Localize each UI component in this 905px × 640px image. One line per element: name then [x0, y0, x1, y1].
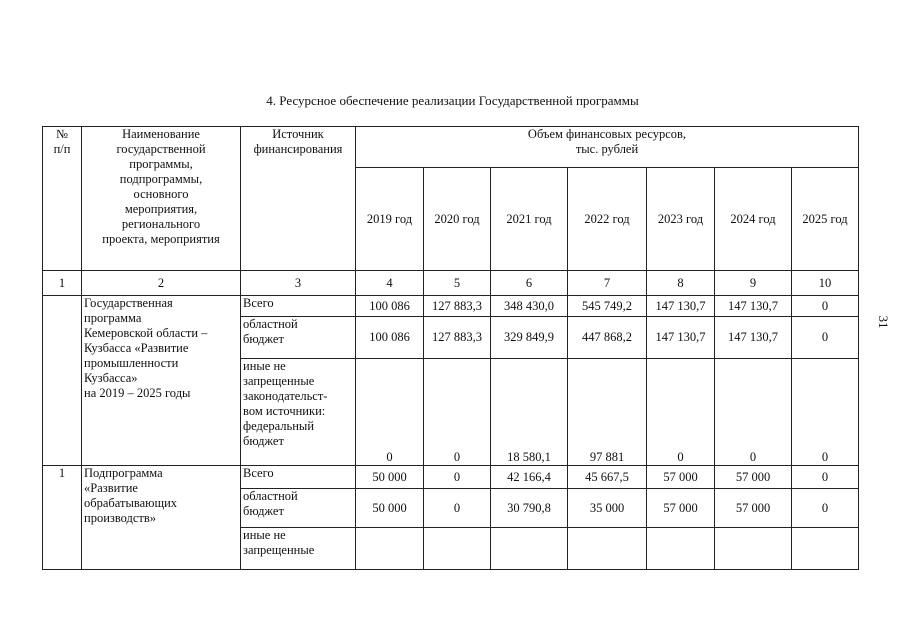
table-row — [43, 466, 859, 489]
value-cell: 348 430,0 — [491, 296, 568, 317]
value-cell: 42 166,4 — [491, 466, 568, 489]
header-year: 2019 год — [356, 168, 424, 271]
value-cell: 18 580,1 — [491, 359, 568, 466]
column-number: 4 — [356, 271, 424, 296]
value-cell: 0 — [647, 359, 715, 466]
funding-source: Всего — [241, 296, 356, 317]
value-cell: 57 000 — [647, 489, 715, 528]
value-cell: 0 — [792, 317, 859, 359]
header-source: Источник финансирования — [241, 127, 356, 271]
header-row — [43, 127, 859, 168]
header-year: 2025 год — [792, 168, 859, 271]
header-year: 2021 год — [491, 168, 568, 271]
value-cell: 50 000 — [356, 489, 424, 528]
funding-source: областной бюджет — [241, 317, 356, 359]
value-cell — [792, 528, 859, 570]
funding-source: областной бюджет — [241, 489, 356, 528]
column-number: 3 — [241, 271, 356, 296]
value-cell: 0 — [792, 489, 859, 528]
column-number: 1 — [43, 271, 82, 296]
program-name: Подпрограмма «Развитие обрабатывающих производств» — [82, 466, 241, 570]
header-name: Наименование государственной программы, подпрограммы, основного мероприятия, регионального проекта, мероприятия — [82, 127, 241, 271]
section-title: 4. Ресурсное обеспечение реализации Государственной программы — [266, 93, 639, 108]
value-cell: 147 130,7 — [647, 317, 715, 359]
value-cell: 147 130,7 — [715, 317, 792, 359]
column-number: 10 — [792, 271, 859, 296]
funding-source: иные не запрещенные — [241, 528, 356, 570]
value-cell — [647, 528, 715, 570]
row-number: 1 — [43, 466, 82, 570]
value-cell: 0 — [424, 466, 491, 489]
header-year: 2022 год — [568, 168, 647, 271]
column-number: 5 — [424, 271, 491, 296]
value-cell: 545 749,2 — [568, 296, 647, 317]
value-cell — [356, 528, 424, 570]
value-cell — [715, 528, 792, 570]
row-number — [43, 296, 82, 466]
value-cell: 30 790,8 — [491, 489, 568, 528]
value-cell: 147 130,7 — [715, 296, 792, 317]
value-cell: 97 881 — [568, 359, 647, 466]
header-volume: Объем финансовых ресурсов, тыс. рублей — [356, 127, 859, 168]
column-numbers-row — [43, 271, 859, 296]
program-name: Государственная программа Кемеровской области – Кузбасса «Развитие промышленности Кузбасса» на 2019 – 2025 годы — [82, 296, 241, 466]
value-cell: 57 000 — [647, 466, 715, 489]
column-number: 9 — [715, 271, 792, 296]
header-no: № п/п — [43, 127, 82, 271]
value-cell: 35 000 — [568, 489, 647, 528]
value-cell: 0 — [715, 359, 792, 466]
value-cell — [424, 528, 491, 570]
value-cell: 0 — [424, 359, 491, 466]
value-cell — [568, 528, 647, 570]
value-cell: 100 086 — [356, 296, 424, 317]
header-year: 2020 год — [424, 168, 491, 271]
funding-source: Всего — [241, 466, 356, 489]
table-row — [43, 296, 859, 317]
value-cell — [491, 528, 568, 570]
value-cell: 100 086 — [356, 317, 424, 359]
value-cell: 0 — [424, 489, 491, 528]
header-year: 2023 год — [647, 168, 715, 271]
value-cell: 50 000 — [356, 466, 424, 489]
value-cell: 0 — [356, 359, 424, 466]
page-number: 31 — [876, 315, 891, 329]
resource-table — [42, 126, 859, 570]
column-number: 8 — [647, 271, 715, 296]
value-cell: 147 130,7 — [647, 296, 715, 317]
value-cell: 57 000 — [715, 466, 792, 489]
column-number: 6 — [491, 271, 568, 296]
header-year: 2024 год — [715, 168, 792, 271]
value-cell: 45 667,5 — [568, 466, 647, 489]
value-cell: 57 000 — [715, 489, 792, 528]
value-cell: 0 — [792, 466, 859, 489]
column-number: 2 — [82, 271, 241, 296]
value-cell: 0 — [792, 359, 859, 466]
value-cell: 329 849,9 — [491, 317, 568, 359]
column-number: 7 — [568, 271, 647, 296]
value-cell: 0 — [792, 296, 859, 317]
value-cell: 127 883,3 — [424, 296, 491, 317]
value-cell: 127 883,3 — [424, 317, 491, 359]
value-cell: 447 868,2 — [568, 317, 647, 359]
funding-source: иные не запрещенные законодательст- вом источники: федеральный бюджет — [241, 359, 356, 466]
